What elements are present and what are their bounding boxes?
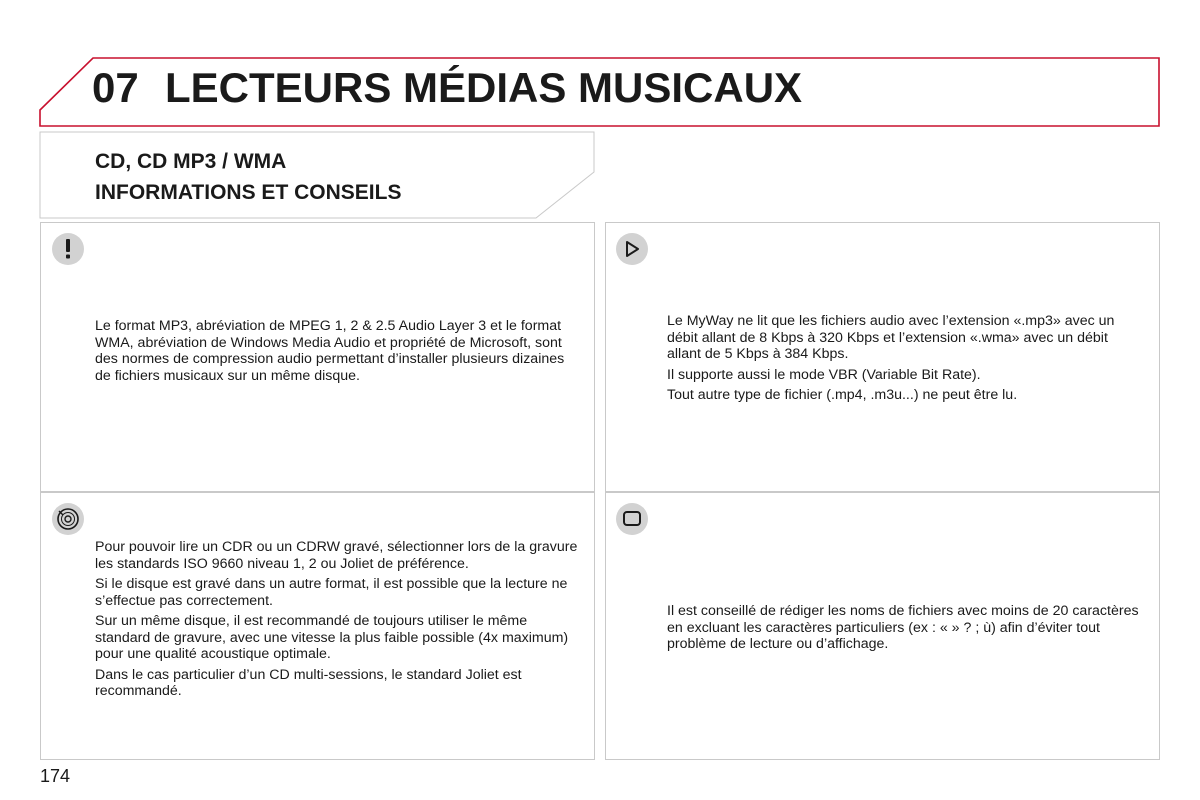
- disc-paragraph: Dans le cas particulier d’un CD multi-sessions, le standard Joliet est recommandé.: [95, 666, 522, 699]
- rounded-square-icon: [616, 503, 648, 535]
- info-paragraph: Tout autre type de fichier (.mp4, .m3u...) ne peut être lu.: [667, 387, 1018, 403]
- disc-text: [95, 539, 580, 704]
- disc-paragraph: Sur un même disque, il est recommandé de toujours utiliser le même standard de gravure, avec une vitesse la plus faible possible (4x maximum) pour une qualité acoustique optimale.: [95, 613, 569, 662]
- info-panel: [605, 222, 1160, 492]
- warning-text: Le format MP3, abréviation de MPEG 1, 2 & 2.5 Audio Layer 3 et le format WMA, abréviation de Windows Media Audio et propriété de Microsoft, sont des normes de compression audio permettant d’installer plusieurs dizaines de fichiers musicaux sur un même disque.: [95, 318, 565, 384]
- chapter-title: LECTEURS MÉDIAS MUSICAUX: [165, 64, 803, 111]
- info-paragraph: Il supporte aussi le mode VBR (Variable Bit Rate).: [667, 366, 981, 383]
- disc-paragraph: Pour pouvoir lire un CDR ou un CDRW gravé, sélectionner lors de la gravure les standards ISO 9660 niveau 1, 2 ou Joliet de préférence.: [95, 539, 578, 572]
- note-text: Il est conseillé de rédiger les noms de fichiers avec moins de 20 caractères en excluant les caractères particuliers (ex : « » ? ; ù) afin d’éviter tout problème de lecture ou d’affichage.: [667, 603, 1139, 652]
- disc-paragraph: Si le disque est gravé dans un autre format, il est possible que la lecture ne s’effectue pas correctement.: [95, 576, 568, 609]
- info-paragraph: Le MyWay ne lit que les fichiers audio avec l’extension «.mp3» avec un débit allant de 8 Kbps à 320 Kbps et l’extension «.wma» avec un débit allant de 5 Kbps à 384 Kbps.: [667, 313, 1115, 362]
- disc-panel: [40, 492, 595, 760]
- section-title-line-2: INFORMATIONS ET CONSEILS: [95, 181, 402, 204]
- play-triangle-icon: [616, 233, 648, 265]
- info-text: [667, 313, 1137, 408]
- warning-panel: [40, 222, 595, 492]
- section-heading: [95, 146, 401, 208]
- exclamation-icon: [52, 233, 84, 265]
- disc-icon: [52, 503, 84, 535]
- chapter-number: 07: [92, 64, 139, 111]
- section-title-line-1: CD, CD MP3 / WMA: [95, 150, 287, 173]
- note-panel: [605, 492, 1160, 760]
- page-number: 174: [40, 766, 71, 786]
